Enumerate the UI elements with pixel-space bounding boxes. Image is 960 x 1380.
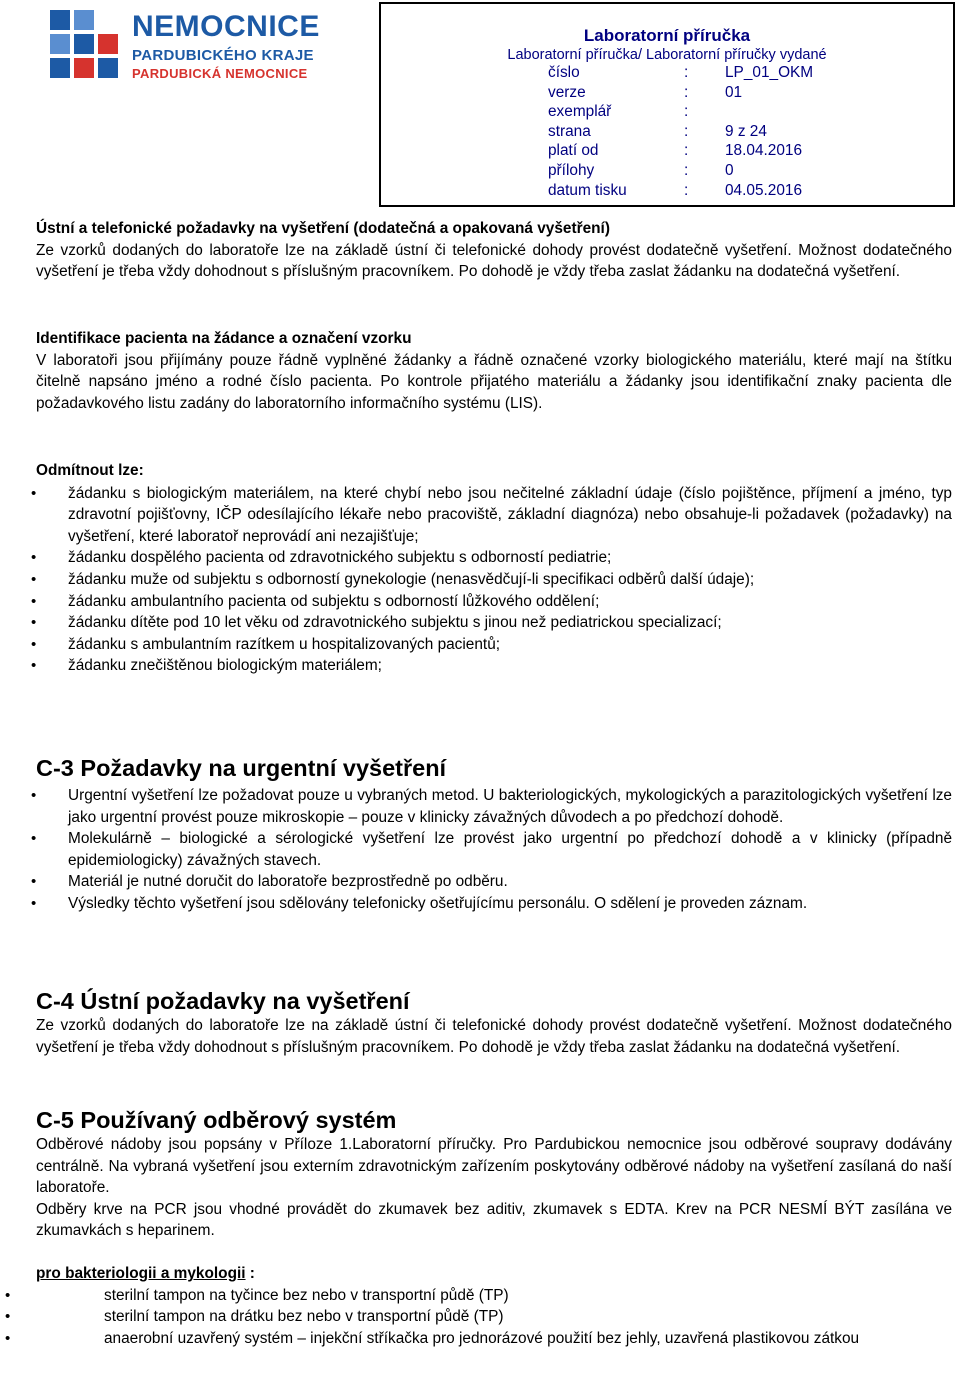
meta-value: 18.04.2016 — [725, 142, 803, 160]
logo-subtitle: PARDUBICKÉHO KRAJE — [132, 47, 314, 64]
section-text: Ze vzorků dodaných do laboratoře lze na základě ústní či telefonické dohody provést dodatečně vyšetření. Možnost dodatečného vyšetření je třeba vždy dohodnout s příslušným pracovníkem. Po dohodě je vždy třeba zaslat žádanku na dodatečná vyšetření. — [36, 241, 952, 281]
header-title: Laboratorní příručka — [583, 26, 751, 45]
list-item: • sterilní tampon na drátku bez nebo v transportní půdě (TP) — [36, 1306, 952, 1328]
meta-row — [548, 142, 908, 162]
meta-row — [548, 64, 908, 84]
meta-value: LP_01_OKM — [725, 64, 814, 81]
header-subtitle: Laboratorní příručka/ Laboratorní příručky vydané — [507, 47, 827, 63]
list-item: • Molekulárně – biologické a sérologické vyšetření lze provést jako urgentní po předchozí dohodě a v klinicky (případně epidemiologicky) závažných stavech. — [0, 828, 952, 871]
meta-row — [548, 162, 908, 182]
section-text: Odběrové nádoby jsou popsány v Příloze 1.Laboratorní příručky. Pro Pardubickou nemocnice jsou odběrové soupravy dodávány centrálně. Na vybraná vyšetření jsou externím zdravotnickým zařízením poskytovány odběrové nádoby na vyšetření zasílaná do naší laboratoře. — [36, 1136, 952, 1197]
meta-sep: : — [684, 64, 689, 81]
rejection-list — [0, 483, 952, 677]
urgent-list — [0, 785, 952, 915]
meta-key: datum tisku — [548, 181, 627, 199]
meta-row — [548, 123, 908, 143]
meta-key: platí od — [548, 142, 599, 160]
section-c3 — [36, 754, 952, 915]
list-item: • sterilní tampon na tyčince bez nebo v transportní půdě (TP) — [36, 1285, 952, 1307]
meta-sep: : — [684, 161, 689, 179]
section-heading: Odmítnout lze: — [36, 462, 144, 479]
hospital-logo — [48, 6, 378, 86]
section-text: V laboratoři jsou přijímány pouze řádně vyplněné žádanky a řádně označené vzorky biologického materiálu, které mají na štítku čitelně napsáno jméno a rodné číslo pacienta. Po kontrole přijatého materiálu a žádanky jsou identifikační znaky pacienta dle požadavkového listu zadány do laboratorního informačního systému (LIS). — [36, 351, 952, 412]
section-rejection — [36, 460, 952, 677]
section-identification — [36, 328, 952, 414]
document-header-box — [379, 2, 955, 207]
section-heading: Ústní a telefonické požadavky na vyšetření (dodatečná a opakovaná vyšetření) — [36, 220, 610, 237]
logo-subtitle-2: PARDUBICKÁ NEMOCNICE — [132, 66, 308, 81]
list-item: • žádanku dospělého pacienta od zdravotnického subjektu s odborností pediatrie; — [0, 547, 952, 569]
meta-row — [548, 103, 908, 123]
meta-sep: : — [684, 142, 689, 160]
logo-title: NEMOCNICE — [132, 10, 320, 43]
list-item: • žádanku ambulantního pacienta od subjektu s odborností lůžkového oddělení; — [0, 591, 952, 613]
section-text: Odběry krve na PCR jsou vhodné provádět do zkumavek bez aditiv, zkumavek s EDTA. Krev na PCR NESMÍ BÝT zasílána ve zkumavkách s heparinem. — [36, 1200, 952, 1240]
section-heading: Identifikace pacienta na žádance a označení vzorku — [36, 330, 412, 347]
meta-value: 0 — [725, 161, 734, 179]
meta-value: 01 — [725, 83, 743, 101]
subsection-heading-colon: : — [245, 1264, 255, 1282]
list-item: • Materiál je nutné doručit do laboratoře bezprostředně po odběru. — [0, 871, 952, 893]
meta-key: strana — [548, 122, 591, 140]
collection-list — [36, 1285, 952, 1350]
meta-row — [548, 84, 908, 104]
section-additional-requests — [36, 218, 952, 283]
section-text: Ze vzorků dodaných do laboratoře lze na základě ústní či telefonické dohody provést dodatečně vyšetření. Možnost dodatečného vyšetření je třeba vždy dohodnout s příslušným pracovníkem. Po dohodě je vždy třeba zaslat žádanku na dodatečná vyšetření. — [36, 1017, 952, 1056]
list-item: • žádanku s ambulantním razítkem u hospitalizovaných pacientů; — [0, 634, 952, 656]
meta-key: exemplář — [548, 103, 612, 121]
list-item: • Urgentní vyšetření lze požadovat pouze u vybraných metod. U bakteriologických, mykologických a parazitologických vyšetření lze jako urgentní provést pouze mikroskopie – pouze v klinicky závažných důvodech a po předchozí dohodě. — [0, 785, 952, 828]
subsection-heading — [36, 1263, 952, 1285]
section-heading: C-5 Používaný odběrový systém — [36, 1107, 397, 1133]
subsection-heading-text: pro bakteriologii a mykologii — [36, 1264, 246, 1282]
meta-value: 9 z 24 — [725, 122, 767, 140]
meta-sep: : — [684, 122, 689, 140]
list-item: • žádanku muže od subjektu s odborností gynekologie (nenasvědčují-li specifikaci odběrů další údaje); — [0, 569, 952, 591]
meta-sep: : — [684, 181, 689, 199]
meta-key: přílohy — [548, 161, 595, 179]
section-heading: C-4 Ústní požadavky na vyšetření — [36, 988, 410, 1014]
meta-sep: : — [684, 83, 689, 101]
list-item: • žádanku znečištěnou biologickým materiálem; — [0, 655, 952, 677]
meta-key: číslo — [548, 64, 580, 81]
section-c4 — [36, 987, 952, 1058]
meta-key: verze — [548, 83, 586, 101]
section-c5 — [36, 1106, 952, 1349]
list-item: • Výsledky těchto vyšetření jsou sdělovány telefonicky ošetřujícímu personálu. O sdělení je proveden záznam. — [0, 893, 952, 915]
list-item: • anaerobní uzavřený systém – injekční stříkačka pro jednorázové použití bez jehly, uzavřená plastikovou zátkou — [36, 1328, 952, 1350]
meta-row — [548, 182, 908, 202]
meta-value: 04.05.2016 — [725, 181, 803, 199]
header-meta — [548, 64, 908, 201]
logo-emblem-icon — [48, 8, 122, 82]
meta-sep: : — [684, 103, 689, 121]
list-item: • žádanku s biologickým materiálem, na které chybí nebo jsou nečitelné základní údaje (číslo pojištěnce, příjmení a jméno, typ zdravotní pojišťovny, IČP odesílajícího lékaře nebo pracoviště, základní diagnóza) nebo obsahuje-li požadavek (požadavky) na vyšetření, které laboratoř neprovádí ani nezajišťuje; — [0, 483, 952, 548]
section-heading: C-3 Požadavky na urgentní vyšetření — [36, 755, 447, 781]
list-item: • žádanku dítěte pod 10 let věku od zdravotnického subjektu s jinou než pediatrickou specializací; — [0, 612, 952, 634]
